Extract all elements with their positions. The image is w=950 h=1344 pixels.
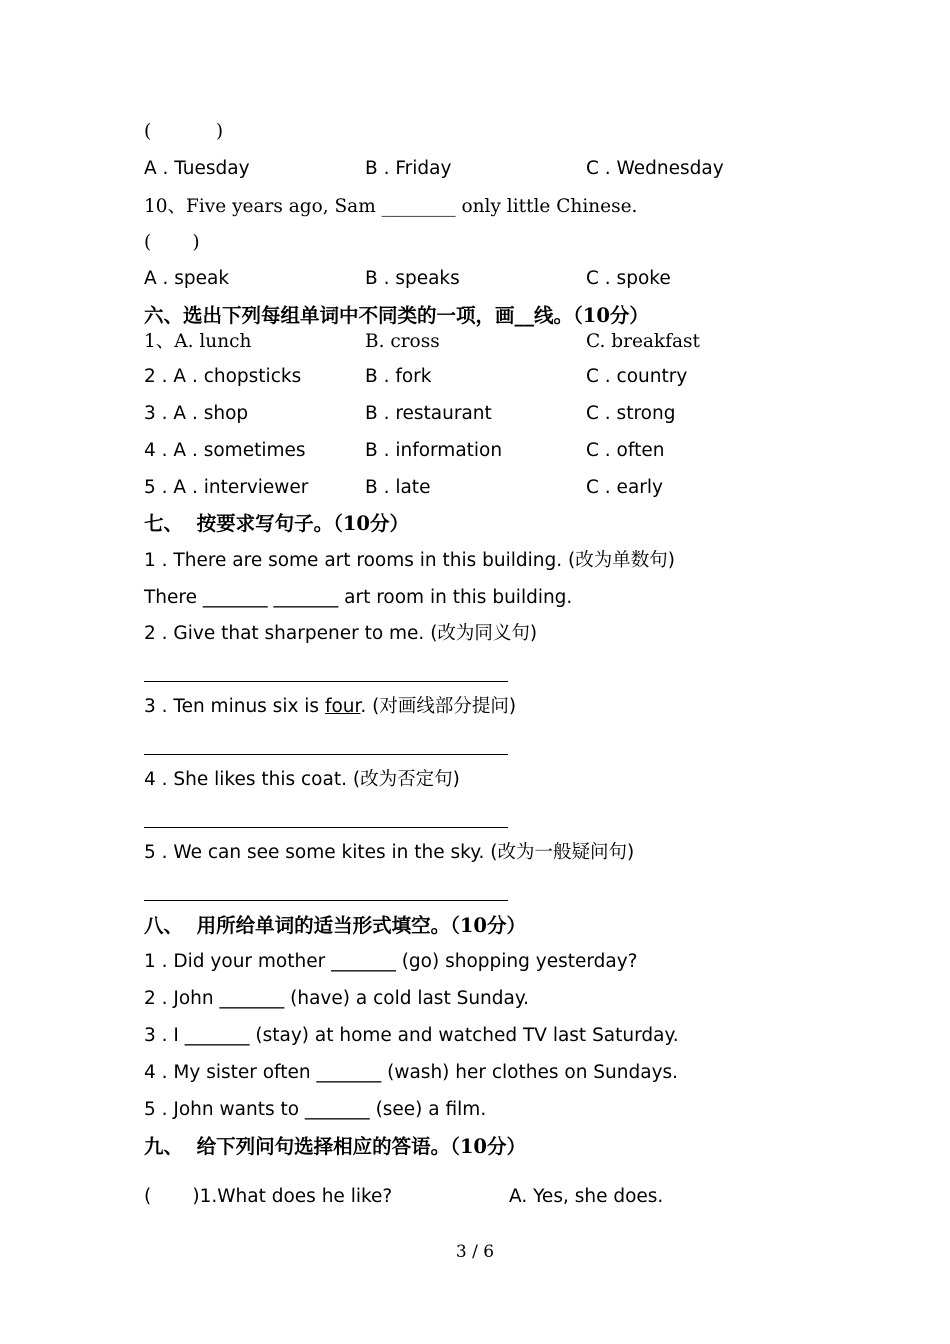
option-b: B . late	[365, 477, 431, 498]
option-c: C . Wednesday	[586, 158, 724, 179]
section6-row	[144, 439, 784, 463]
option-c: C . country	[586, 366, 688, 387]
section8-item: 2 . John _______ (have) a cold last Sunday.	[144, 988, 530, 1009]
section6-row	[144, 402, 784, 426]
option-b: B . restaurant	[365, 403, 492, 424]
section9-title: 九、 给下列问句选择相应的答语。（10分）	[144, 1135, 526, 1158]
section8-item: 1 . Did your mother _______ (go) shopping yesterday?	[144, 951, 638, 972]
page-number: 3 / 6	[455, 1242, 495, 1262]
option-c: C . often	[586, 440, 665, 461]
answer-line	[144, 827, 508, 828]
section6-row	[144, 330, 784, 354]
section6-row	[144, 365, 784, 389]
option-a: 2 . A . chopsticks	[144, 366, 302, 387]
section7-q4: 4 . She likes this coat. (改为否定句)	[144, 769, 460, 790]
answer-line	[144, 754, 508, 755]
q9-answer-paren: ( )	[144, 121, 224, 142]
section7-q1: 1 . There are some art rooms in this building. (改为单数句)	[144, 550, 675, 571]
q10-answer-paren: ( )	[144, 232, 200, 253]
q3-prefix: 3 . Ten minus six is	[144, 696, 325, 717]
option-a: 1、A. lunch	[144, 331, 252, 352]
option-b: B. cross	[365, 331, 440, 352]
option-b: B . Friday	[365, 158, 452, 179]
option-a: A . speak	[144, 268, 230, 289]
q10-options	[144, 267, 784, 291]
q10-question: 10、Five years ago, Sam ________ only little Chinese.	[144, 196, 638, 217]
section8-item: 4 . My sister often _______ (wash) her clothes on Sundays.	[144, 1062, 679, 1083]
q9-options	[144, 157, 784, 181]
section9-q1-option: A. Yes, she does.	[509, 1186, 664, 1207]
option-a: A . Tuesday	[144, 158, 250, 179]
section8-title: 八、 用所给单词的适当形式填空。（10分）	[144, 914, 526, 937]
option-b: B . speaks	[365, 268, 460, 289]
section9-q1	[144, 1185, 784, 1209]
option-b: B . fork	[365, 366, 432, 387]
section6-row	[144, 476, 784, 500]
section8-item: 5 . John wants to _______ (see) a film.	[144, 1099, 487, 1120]
section6-title: 六、选出下列每组单词中不同类的一项，画__线。（10分）	[144, 304, 649, 327]
option-a: 5 . A . interviewer	[144, 477, 309, 498]
q3-underlined-word: four	[324, 696, 361, 717]
option-c: C. breakfast	[586, 331, 700, 352]
section7-q5: 5 . We can see some kites in the sky. (改为一般疑问句)	[144, 842, 635, 863]
q3-suffix: . (对画线部分提问)	[360, 696, 517, 717]
section7-q3	[144, 695, 516, 719]
section9-q1-question: ( )1.What does he like?	[144, 1186, 393, 1207]
option-c: C . strong	[586, 403, 676, 424]
answer-line	[144, 900, 508, 901]
option-c: C . spoke	[586, 268, 671, 289]
option-a: 3 . A . shop	[144, 403, 249, 424]
option-b: B . information	[365, 440, 503, 461]
option-c: C . early	[586, 477, 663, 498]
section7-q2: 2 . Give that sharpener to me. (改为同义句)	[144, 623, 538, 644]
section7-title: 七、 按要求写句子。（10分）	[144, 512, 409, 535]
answer-line	[144, 681, 508, 682]
section7-q1-answer: There _______ _______ art room in this building.	[144, 587, 573, 608]
section8-item: 3 . I _______ (stay) at home and watched TV last Saturday.	[144, 1025, 679, 1046]
option-a: 4 . A . sometimes	[144, 440, 306, 461]
